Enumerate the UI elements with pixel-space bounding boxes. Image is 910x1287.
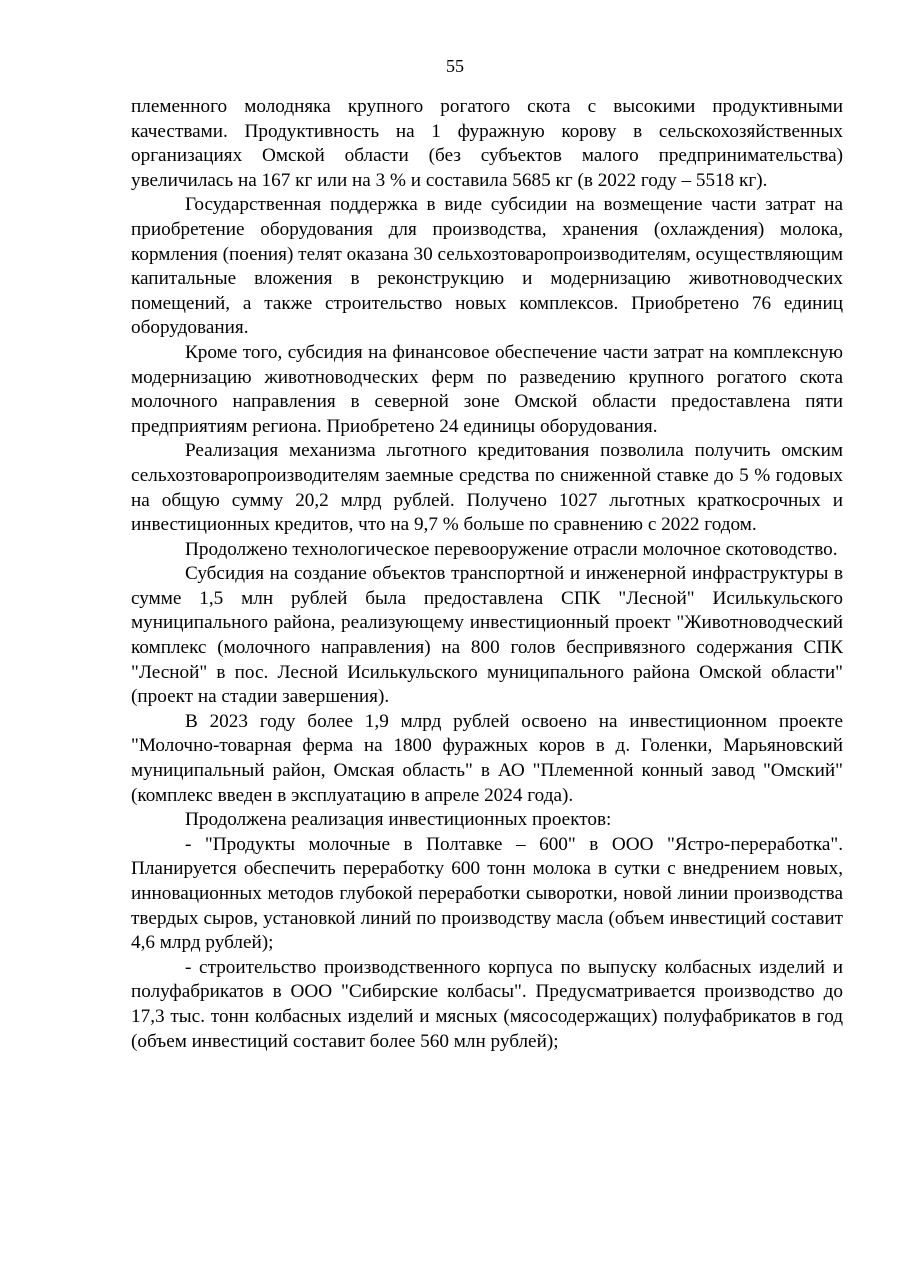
page-number: 55 — [446, 56, 464, 76]
paragraph: Реализация механизма льготного кредитования позволила получить омским сельхозтоваропроизводителям заемные средства по сниженной ставке до 5 % годовых на общую сумму 20,2 млрд рублей. Получено 1027 льготных краткосрочных и инвестиционных кредитов, что на 9,7 % больше по сравнению с 2022 годом. — [131, 440, 843, 536]
paragraph: - строительство производственного корпуса по выпуску колбасных изделий и полуфабрикатов в ООО "Сибирские колбасы". Предусматривается производство до 17,3 тыс. тонн колбасных изделий и мясных (мясосодержащих) полуфабрикатов в год (объем инвестиций составит более 560 млн рублей); — [131, 956, 843, 1052]
document-body — [131, 95, 843, 1054]
paragraph: В 2023 году более 1,9 млрд рублей освоено на инвестиционном проекте "Молочно-товарная ферма на 1800 фуражных коров в д. Голенки, Марьяновский муниципальный район, Омская область" в АО "Племенной конный завод "Омский" (комплекс введен в эксплуатацию в апреле 2024 года). — [131, 710, 843, 806]
paragraph: Государственная поддержка в виде субсидии на возмещение части затрат на приобретение оборудования для производства, хранения (охлаждения) молока, кормления (поения) телят оказана 30 сельхозтоваропроизводителям, осуществляющим капитальные вложения в реконструкцию и модернизацию животноводческих помещений, а также строительство новых комплексов. Приобретено 76 единиц оборудования. — [131, 194, 844, 339]
paragraph: - "Продукты молочные в Полтавке – 600" в ООО "Ястро-переработка". Планируется обеспечить переработку 600 тонн молока в сутки с внедрением новых, инновационных методов глубокой переработки сыворотки, новой линии производства твердых сыров, установкой линий по производству масла (объем инвестиций составит 4,6 млрд рублей); — [131, 833, 843, 954]
paragraph: племенного молодняка крупного рогатого скота с высокими продуктивными качествами. Продуктивность на 1 фуражную корову в сельскохозяйственных организациях Омской области (без субъектов малого предпринимательства) увеличилась на 167 кг или на 3 % и составила 5685 кг (в 2022 году – 5518 кг). — [131, 96, 843, 191]
paragraph: Продолжено технологическое перевооружение отрасли молочное скотоводство. — [185, 538, 838, 560]
paragraph: Субсидия на создание объектов транспортной и инженерной инфраструктуры в сумме 1,5 млн рублей была предоставлена СПК "Лесной" Исилькульского муниципального района, реализующему инвестиционный проект "Животноводческий комплекс (молочного направления) на 800 голов беспривязного содержания СПК "Лесной" в пос. Лесной Исилькульского муниципального района Омской области" (проект на стадии завершения). — [131, 563, 843, 708]
paragraph: Кроме того, субсидия на финансовое обеспечение части затрат на комплексную модернизацию животноводческих ферм по разведению крупного рогатого скота молочного направления в северной зоне Омской области предоставлена пяти предприятиям региона. Приобретено 24 единицы оборудования. — [131, 341, 843, 437]
paragraph: Продолжена реализация инвестиционных проектов: — [185, 809, 612, 831]
